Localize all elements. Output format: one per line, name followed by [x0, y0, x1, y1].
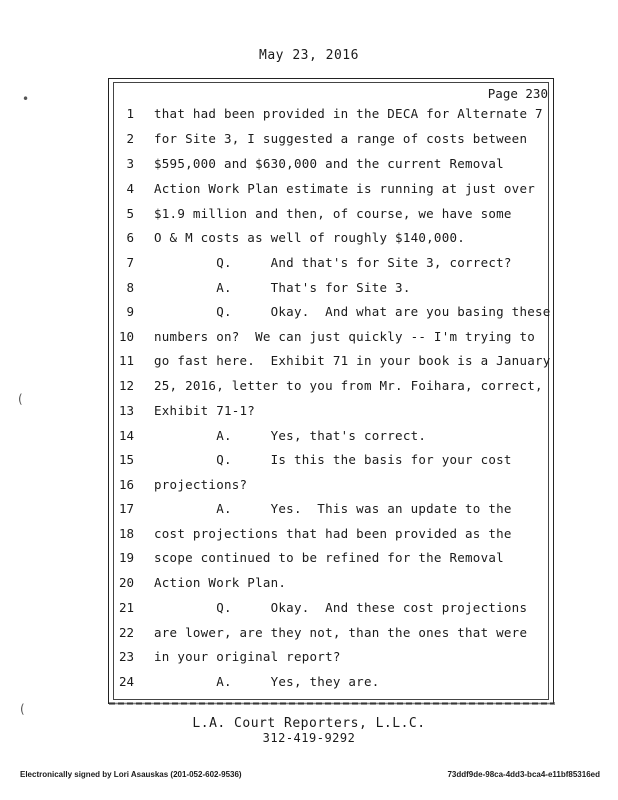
electronic-signature: Electronically signed by Lori Asauskas (201-052-602-9536) — [20, 770, 242, 779]
line-number: 5 — [126, 206, 134, 221]
line-number: 1 — [126, 106, 134, 121]
line-number: 4 — [126, 181, 134, 196]
line-number: 15 — [118, 452, 134, 467]
line-text: are lower, are they not, than the ones that were — [154, 625, 528, 640]
line-number: 22 — [118, 625, 134, 640]
line-text: O & M costs as well of roughly $140,000. — [154, 230, 466, 245]
punch-hole-mark-top: • — [22, 92, 30, 106]
line-text: Action Work Plan. — [154, 575, 287, 590]
line-number: 9 — [126, 304, 134, 319]
page-number: Page 230 — [487, 86, 548, 101]
frame-bottom-edge — [109, 702, 555, 705]
line-text: Q. And that's for Site 3, correct? — [154, 255, 512, 270]
line-text: scope continued to be refined for the Removal — [154, 550, 504, 565]
line-number: 3 — [126, 156, 134, 171]
line-number: 17 — [118, 501, 134, 516]
line-text: cost projections that had been provided as the — [154, 526, 512, 541]
line-number: 12 — [118, 378, 134, 393]
line-text: $595,000 and $630,000 and the current Removal — [154, 156, 504, 171]
line-text: Q. Okay. And what are you basing these — [154, 304, 551, 319]
line-number: 10 — [118, 329, 134, 344]
line-text: in your original report? — [154, 649, 341, 664]
line-text: A. Yes, they are. — [154, 674, 380, 689]
document-id: 73ddf9de-98ca-4dd3-bca4-e11bf85316ed — [447, 770, 600, 779]
line-number: 16 — [118, 477, 134, 492]
line-text: A. Yes, that's correct. — [154, 428, 427, 443]
line-number: 21 — [118, 600, 134, 615]
line-text: that had been provided in the DECA for Alternate 7 — [154, 106, 543, 121]
line-number: 2 — [126, 131, 134, 146]
line-text: go fast here. Exhibit 71 in your book is a January — [154, 353, 551, 368]
line-text: numbers on? We can just quickly -- I'm trying to — [154, 329, 536, 344]
line-number: 13 — [118, 403, 134, 418]
line-text: Exhibit 71-1? — [154, 403, 256, 418]
footer-phone: 312-419-9292 — [262, 731, 356, 745]
line-number: 6 — [126, 230, 134, 245]
line-number: 23 — [118, 649, 134, 664]
line-number: 11 — [118, 353, 134, 368]
line-number: 14 — [118, 428, 134, 443]
line-text: A. Yes. This was an update to the — [154, 501, 512, 516]
header-date: May 23, 2016 — [259, 48, 359, 63]
line-number: 7 — [126, 255, 134, 270]
line-number: 24 — [118, 674, 134, 689]
footer-company: L.A. Court Reporters, L.L.C. — [192, 716, 426, 731]
line-number: 20 — [118, 575, 134, 590]
line-text: projections? — [154, 477, 248, 492]
line-text: for Site 3, I suggested a range of costs between — [154, 131, 528, 146]
line-text: Q. Is this the basis for your cost — [154, 452, 512, 467]
line-number: 18 — [118, 526, 134, 541]
line-text: $1.9 million and then, of course, we have some — [154, 206, 512, 221]
punch-hole-mark-bottom: ( — [20, 702, 25, 716]
line-text: 25, 2016, letter to you from Mr. Foihara, correct, — [154, 378, 543, 393]
line-text: Action Work Plan estimate is running at just over — [154, 181, 536, 196]
punch-hole-mark-middle: ( — [18, 392, 23, 406]
line-text: A. That's for Site 3. — [154, 280, 411, 295]
line-number: 8 — [126, 280, 134, 295]
line-number: 19 — [118, 550, 134, 565]
line-text: Q. Okay. And these cost projections — [154, 600, 528, 615]
